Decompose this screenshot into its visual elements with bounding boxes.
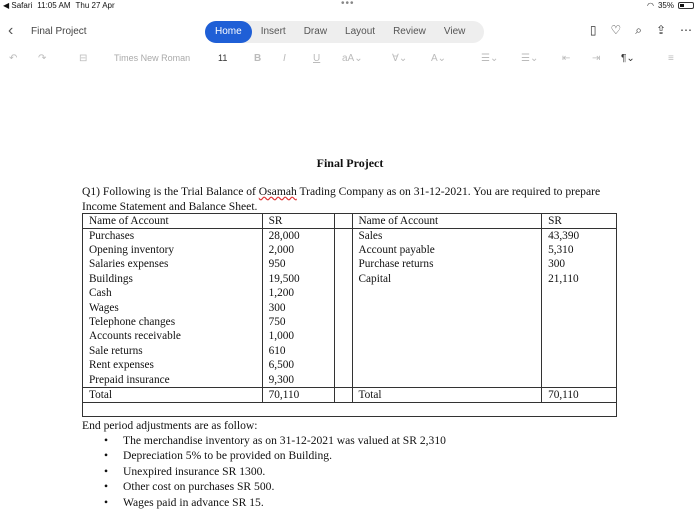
amount-cell: 950 — [262, 257, 334, 271]
amount-cell — [542, 315, 617, 329]
table-row — [83, 329, 617, 343]
table-row — [83, 358, 617, 372]
battery-percent: 35% — [657, 1, 674, 10]
amount-cell: 750 — [262, 315, 334, 329]
amount-cell: 1,200 — [262, 286, 334, 300]
account-name-cell — [352, 358, 542, 372]
back-to-app[interactable]: ◀ Safari — [3, 1, 33, 10]
more-icon[interactable]: ⋯ — [680, 23, 692, 37]
total-label: Total — [83, 387, 263, 402]
question-pre: Q1) Following is the Trial Balance of — [82, 185, 259, 198]
outdent-icon[interactable]: ⇤ — [562, 53, 571, 64]
format-painter-icon[interactable]: ⊟ — [79, 53, 88, 64]
table-row — [83, 315, 617, 329]
ribbon-tabs — [205, 21, 484, 43]
highlight-icon[interactable]: ∀⌄ — [392, 53, 408, 64]
list-item: • Wages paid in advance SR 15. — [82, 495, 446, 510]
question-text — [82, 184, 622, 214]
ideas-icon[interactable]: ♡ — [610, 23, 622, 37]
account-name-cell: Telephone changes — [83, 315, 263, 329]
spacer-cell — [334, 243, 352, 257]
amount-cell — [542, 373, 617, 388]
table-row — [83, 272, 617, 286]
table-row — [83, 301, 617, 315]
tab-review[interactable]: Review — [393, 26, 426, 37]
undo-icon[interactable]: ↶ — [9, 53, 18, 64]
multitask-dots-icon[interactable]: ••• — [341, 0, 355, 9]
empty-cell — [83, 402, 617, 416]
table-row — [83, 243, 617, 257]
account-name-cell — [352, 301, 542, 315]
account-name-cell — [352, 286, 542, 300]
align-icon[interactable]: ≡ — [668, 53, 674, 64]
paragraph-marks-icon[interactable]: ¶⌄ — [621, 53, 635, 64]
list-item: • Unexpired insurance SR 1300. — [82, 464, 446, 479]
table-row — [83, 229, 617, 244]
underline-icon[interactable]: U — [313, 53, 321, 64]
total-value: 70,110 — [542, 387, 617, 402]
table-row — [83, 257, 617, 271]
spacer-cell — [334, 272, 352, 286]
account-name-cell: Cash — [83, 286, 263, 300]
question-post: Trading Company as on 31-12-2021. You are required to prepare Income Statement and Balance Sheet. — [82, 185, 601, 213]
battery-icon — [678, 2, 694, 9]
company-name: Osamah — [258, 185, 297, 198]
indent-icon[interactable]: ⇥ — [592, 53, 601, 64]
amount-cell: 28,000 — [262, 229, 334, 244]
tab-home[interactable]: Home — [205, 21, 252, 43]
account-name-cell: Sales — [352, 229, 542, 244]
device-icon[interactable]: ▯ — [589, 23, 597, 37]
spacer-cell — [334, 358, 352, 372]
account-name-cell: Accounts receivable — [83, 329, 263, 343]
adjustments-section — [82, 419, 446, 510]
amount-cell — [542, 301, 617, 315]
account-name-cell: Opening inventory — [83, 243, 263, 257]
adjustments-heading: End period adjustments are as follow: — [82, 419, 258, 432]
spacer-cell — [334, 373, 352, 388]
amount-cell: 43,390 — [542, 229, 617, 244]
header-cell: Name of Account — [352, 214, 542, 229]
date: Thu 27 Apr — [75, 1, 115, 10]
italic-icon[interactable]: I — [283, 53, 286, 64]
spacer-cell — [334, 387, 352, 402]
account-name-cell: Purchase returns — [352, 257, 542, 271]
tab-view[interactable]: View — [443, 26, 466, 37]
account-name-cell: Account payable — [352, 243, 542, 257]
table-header-row — [83, 214, 617, 229]
account-name-cell: Sale returns — [83, 344, 263, 358]
account-name-cell — [352, 373, 542, 388]
adjustments-list — [82, 433, 446, 510]
amount-cell: 9,300 — [262, 373, 334, 388]
account-name-cell — [352, 315, 542, 329]
document-title[interactable]: Final Project — [31, 26, 87, 37]
spacer-cell — [334, 344, 352, 358]
toolbar-actions — [590, 23, 692, 38]
text-effects-icon[interactable]: aA⌄ — [342, 53, 363, 64]
table-total-row — [83, 387, 617, 402]
spacer-cell — [334, 329, 352, 343]
back-chevron-icon[interactable]: ‹ — [8, 22, 14, 39]
font-color-icon[interactable]: A⌄ — [431, 53, 447, 64]
account-name-cell: Rent expenses — [83, 358, 263, 372]
tab-layout[interactable]: Layout — [345, 26, 376, 37]
share-icon[interactable]: ⇪ — [655, 23, 666, 37]
amount-cell — [542, 329, 617, 343]
total-label: Total — [352, 387, 542, 402]
header-cell: SR — [542, 214, 617, 229]
spacer-cell — [334, 257, 352, 271]
table-row — [83, 286, 617, 300]
account-name-cell: Buildings — [83, 272, 263, 286]
account-name-cell: Salaries expenses — [83, 257, 263, 271]
bold-icon[interactable]: B — [254, 53, 262, 64]
redo-icon[interactable]: ↷ — [38, 53, 47, 64]
format-toolbar — [0, 49, 700, 71]
amount-cell: 2,000 — [262, 243, 334, 257]
header-cell: SR — [262, 214, 334, 229]
amount-cell: 300 — [542, 257, 617, 271]
table-row — [83, 373, 617, 388]
tab-draw[interactable]: Draw — [303, 26, 328, 37]
list-item: • Depreciation 5% to be provided on Building. — [82, 448, 446, 463]
table-row — [83, 344, 617, 358]
account-name-cell: Capital — [352, 272, 542, 286]
bullets-icon[interactable]: ☰⌄ — [481, 53, 499, 64]
amount-cell — [542, 286, 617, 300]
amount-cell: 6,500 — [262, 358, 334, 372]
account-name-cell — [352, 329, 542, 343]
header-cell: Name of Account — [83, 214, 263, 229]
search-icon[interactable]: ⌕ — [635, 23, 642, 37]
spacer-cell — [334, 286, 352, 300]
amount-cell: 5,310 — [542, 243, 617, 257]
list-item: • The merchandise inventory as on 31-12-2021 was valued at SR 2,310 — [82, 433, 446, 448]
spacer-cell — [334, 214, 352, 229]
wifi-icon: ◠ — [647, 1, 654, 10]
amount-cell: 300 — [262, 301, 334, 315]
spacer-cell — [334, 301, 352, 315]
amount-cell: 1,000 — [262, 329, 334, 343]
amount-cell — [542, 344, 617, 358]
account-name-cell: Purchases — [83, 229, 263, 244]
tab-insert[interactable]: Insert — [260, 26, 286, 37]
amount-cell: 19,500 — [262, 272, 334, 286]
font-name-select[interactable]: Times New Roman — [114, 53, 191, 63]
font-size-select[interactable]: 11 — [218, 53, 228, 63]
status-bar — [0, 0, 700, 13]
amount-cell: 610 — [262, 344, 334, 358]
spacer-cell — [334, 229, 352, 244]
amount-cell: 21,110 — [542, 272, 617, 286]
app-toolbar — [0, 18, 700, 46]
account-name-cell: Wages — [83, 301, 263, 315]
trial-balance-table — [82, 213, 617, 417]
account-name-cell — [352, 344, 542, 358]
amount-cell — [542, 358, 617, 372]
spacer-cell — [334, 315, 352, 329]
numbering-icon[interactable]: ☰⌄ — [521, 53, 539, 64]
page-title: Final Project — [316, 156, 384, 170]
table-bottom-row — [83, 402, 617, 416]
table-body — [83, 229, 617, 388]
list-item: • Other cost on purchases SR 500. — [82, 479, 446, 494]
account-name-cell: Prepaid insurance — [83, 373, 263, 388]
total-value: 70,110 — [262, 387, 334, 402]
clock: 11:05 AM — [37, 1, 71, 10]
